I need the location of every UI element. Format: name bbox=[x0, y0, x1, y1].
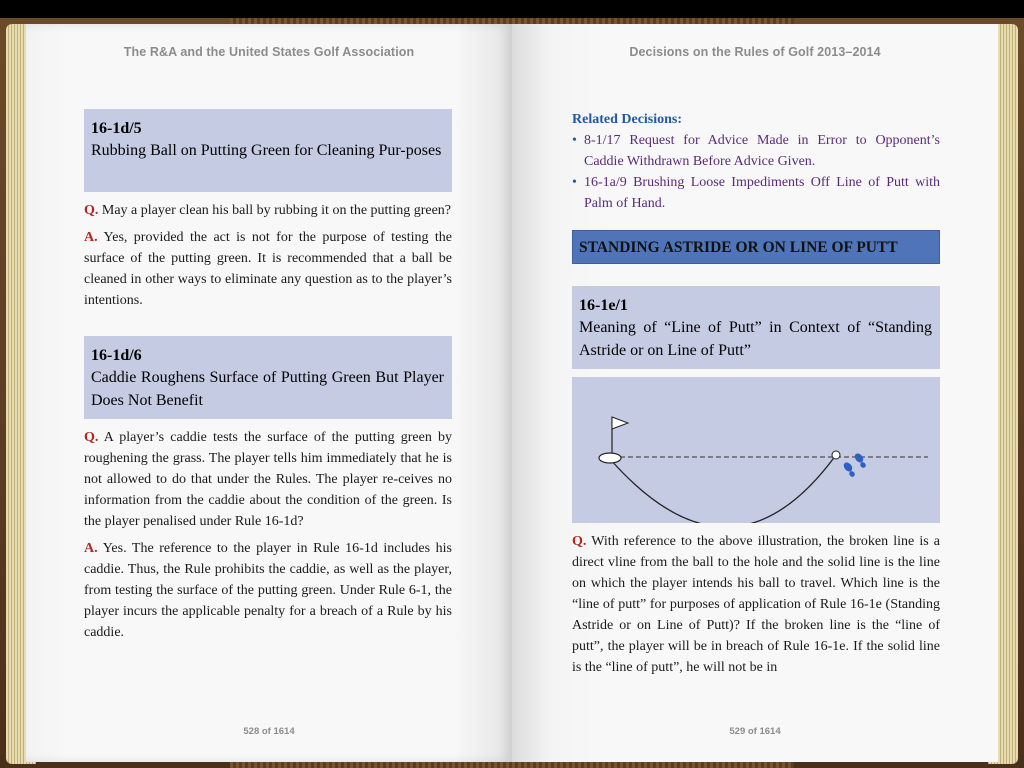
right-page[interactable] bbox=[512, 24, 998, 762]
hole-icon bbox=[599, 453, 621, 463]
decision-16-1e-1-header bbox=[572, 286, 940, 369]
decision-16-1d-6-header bbox=[84, 336, 452, 419]
question-label: Q. bbox=[84, 203, 99, 218]
bullet-icon: • bbox=[572, 133, 577, 148]
solid-line bbox=[610, 455, 836, 523]
decision-number: 16-1d/5 bbox=[91, 120, 142, 137]
question-label: Q. bbox=[84, 430, 99, 445]
question-paragraph bbox=[84, 427, 452, 532]
left-column bbox=[84, 109, 452, 643]
question-text: With reference to the above illustration, the broken line is a direct vline from the ball to the hole and the solid line is the line on which the player intends his ball to travel. Which line is the “line of putt” for purposes of application of Rule 16-1e (Standing Astride or on Line of Putt)? If the broken line is the “line of putt”, the player will be in breach of Rule 16-1e. If the solid line is the “line of putt”, he will not be in bbox=[572, 534, 940, 675]
related-decision-link[interactable]: • 16-1a/9 Brushing Loose Impediments Off Line of Putt with Palm of Hand. bbox=[572, 172, 940, 214]
answer-label: A. bbox=[84, 541, 98, 556]
answer-paragraph bbox=[84, 538, 452, 643]
decision-number: 16-1e/1 bbox=[579, 297, 628, 314]
question-label: Q. bbox=[572, 534, 587, 549]
question-paragraph bbox=[84, 200, 452, 221]
right-page-number: 529 of 1614 bbox=[729, 726, 781, 737]
decision-title: Caddie Roughens Surface of Putting Green But Player Does Not Benefit bbox=[91, 369, 444, 409]
bullet-icon: • bbox=[572, 175, 577, 190]
answer-paragraph bbox=[84, 227, 452, 311]
left-running-head: The R&A and the United States Golf Association bbox=[123, 45, 415, 59]
left-page[interactable] bbox=[26, 24, 512, 762]
decision-title: Rubbing Ball on Putting Green for Cleaning Pur-poses bbox=[91, 142, 442, 159]
decision-number: 16-1d/6 bbox=[91, 347, 142, 364]
answer-label: A. bbox=[84, 230, 98, 245]
section-heading: STANDING ASTRIDE OR ON LINE OF PUTT bbox=[572, 230, 940, 264]
decision-16-1d-5-header bbox=[84, 109, 452, 192]
question-text: May a player clean his ball by rubbing it on the putting green? bbox=[101, 203, 452, 218]
illustration-svg bbox=[572, 377, 940, 523]
decision-title: Meaning of “Line of Putt” in Context of “Standing Astride or on Line of Putt” bbox=[579, 319, 932, 359]
question-text: A player’s caddie tests the surface of the putting green by roughening the grass. The player tells him immediately that he is not allowed to do that under the Rules. The player re-ceives no information from the caddie about the condition of the green. Is the player penalised under Rule 16-1d? bbox=[84, 430, 452, 529]
left-page-number: 528 of 1614 bbox=[243, 726, 295, 737]
related-decisions-title: Related Decisions: bbox=[572, 112, 683, 127]
related-decisions-list bbox=[572, 130, 940, 214]
right-column bbox=[572, 110, 940, 678]
answer-text: Yes, provided the act is not for the purpose of testing the surface of the putting green. It is recommended that a ball be cleaned in other ways to eliminate any question as to the player’s intentions. bbox=[84, 230, 453, 308]
related-decision-link[interactable]: • 8-1/17 Request for Advice Made in Error to Opponent’s Caddie Withdrawn Before Advice Given. bbox=[572, 130, 940, 172]
line-of-putt-illustration bbox=[572, 377, 940, 523]
flag-icon bbox=[612, 417, 628, 457]
question-paragraph bbox=[572, 531, 940, 678]
ball-icon bbox=[832, 451, 840, 459]
answer-text: Yes. The reference to the player in Rule 16-1d includes his caddie. Thus, the Rule prohibits the caddie, as well as the player, from testing the surface of the putting green. Under Rule 6-1, the player incurs the applicable penalty for a breach of a Rule by his caddie. bbox=[84, 541, 452, 640]
footprints-icon bbox=[842, 452, 867, 478]
right-running-head: Decisions on the Rules of Golf 2013–2014 bbox=[629, 45, 881, 59]
